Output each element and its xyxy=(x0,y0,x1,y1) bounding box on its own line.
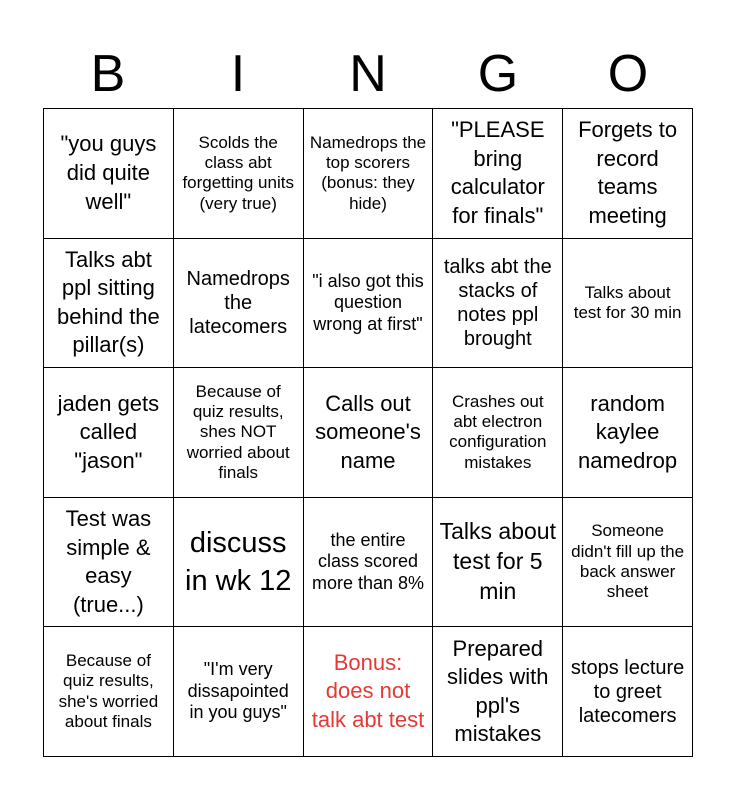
bingo-cell[interactable]: Because of quiz results, she's worried about finals xyxy=(44,627,174,757)
bingo-cell[interactable]: "PLEASE bring calculator for finals" xyxy=(433,109,563,239)
bingo-cell[interactable]: Namedrops the latecomers xyxy=(174,239,304,369)
bingo-cell[interactable]: Calls out someone's name xyxy=(304,368,434,498)
bingo-cell[interactable]: stops lecture to greet latecomers xyxy=(563,627,693,757)
bingo-cell[interactable]: Scolds the class abt forgetting units (very true) xyxy=(174,109,304,239)
bingo-cell[interactable]: the entire class scored more than 8% xyxy=(304,498,434,628)
bingo-cell[interactable]: "I'm very dissapointed in you guys" xyxy=(174,627,304,757)
bingo-cell[interactable]: Talks abt ppl sitting behind the pillar(s) xyxy=(44,239,174,369)
header-letter-o: O xyxy=(607,45,649,103)
bingo-cell[interactable]: discuss in wk 12 xyxy=(174,498,304,628)
bingo-cell[interactable]: Talks about test for 5 min xyxy=(433,498,563,628)
bingo-cell[interactable]: Talks about test for 30 min xyxy=(563,239,693,369)
bingo-cell[interactable]: jaden gets called "jason" xyxy=(44,368,174,498)
bingo-cell[interactable]: Forgets to record teams meeting xyxy=(563,109,693,239)
bingo-cell[interactable]: Test was simple & easy (true...) xyxy=(44,498,174,628)
bingo-cell[interactable]: Crashes out abt electron configuration mistakes xyxy=(433,368,563,498)
bingo-cell-bonus[interactable]: Bonus: does not talk abt test xyxy=(304,627,434,757)
header-letter-b: B xyxy=(90,45,126,103)
bingo-cell[interactable]: Prepared slides with ppl's mistakes xyxy=(433,627,563,757)
bingo-cell[interactable]: "you guys did quite well" xyxy=(44,109,174,239)
bingo-header xyxy=(43,40,693,108)
bingo-cell[interactable]: Someone didn't fill up the back answer sheet xyxy=(563,498,693,628)
header-letter-n: N xyxy=(349,45,387,103)
bingo-cell[interactable]: "i also got this question wrong at first" xyxy=(304,239,434,369)
bingo-cell[interactable]: random kaylee namedrop xyxy=(563,368,693,498)
bingo-cell[interactable]: Namedrops the top scorers (bonus: they hide) xyxy=(304,109,434,239)
header-letter-g: G xyxy=(477,45,519,103)
bingo-cell[interactable]: Because of quiz results, shes NOT worried about finals xyxy=(174,368,304,498)
bingo-board xyxy=(43,108,693,757)
header-letter-i: I xyxy=(230,45,246,103)
bingo-cell[interactable]: talks abt the stacks of notes ppl brought xyxy=(433,239,563,369)
